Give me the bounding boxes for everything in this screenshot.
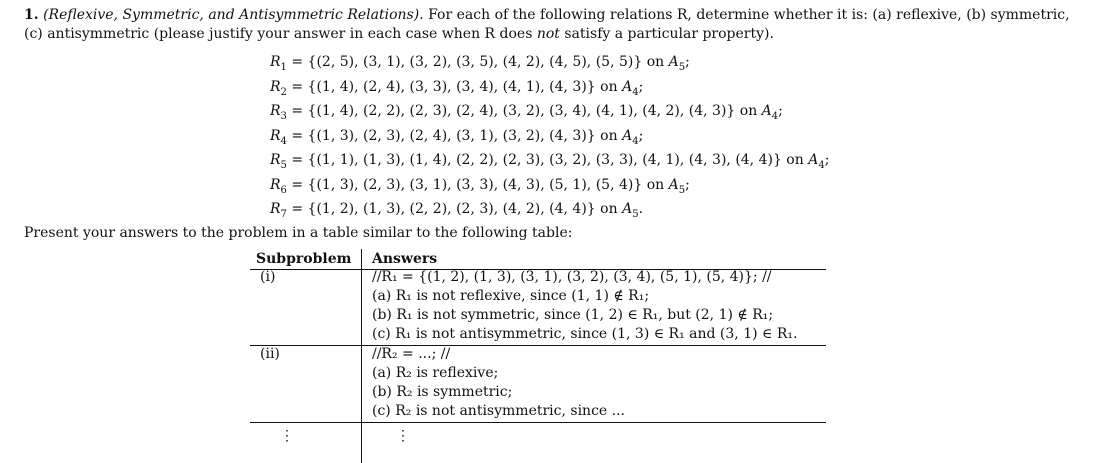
row2-answer-line: //R₂ = ...; // xyxy=(372,346,451,362)
header-answers: Answers xyxy=(372,251,438,267)
row2-answer-line: (a) R₂ is reflexive; xyxy=(372,365,499,381)
relations-list xyxy=(270,51,829,223)
relation-r3: $R_3 = \{(1$, 4), (2, 2), (2, 3), (2, 4), (3, 2), (3, 4), (4, 1), (4, 2), (4, 3)} on $A_4$; xyxy=(270,103,783,122)
row1-subproblem: (i) xyxy=(260,269,276,285)
header-subproblem: Subproblem xyxy=(256,251,352,267)
row1-answer-line: (a) R₁ is not reflexive, since (1, 1) ∉ R₁; xyxy=(372,288,650,304)
relation-r1: $R_1 = \{(2$, 5), (3, 1), (3, 2), (3, 5), (4, 2), (4, 5), (5, 5)} on $A_5$; xyxy=(270,54,690,73)
row2-answer-line: (b) R₂ is symmetric; xyxy=(372,384,513,400)
problem-statement xyxy=(24,6,1084,44)
problem-number: 1. xyxy=(24,7,39,23)
problem-emph-word: not xyxy=(536,26,560,42)
row-rule xyxy=(250,422,826,423)
problem-text-before: For each of the following relations R, determine whether it is: (a) reflexive, (b) symmetric, (c) antisymmetric (please justify your answer in each case when R does xyxy=(24,7,1070,42)
row1-answer-line: (b) R₁ is not symmetric, since (1, 2) ∈ R₁, but (2, 1) ∉ R₁; xyxy=(372,307,774,323)
problem-title: (Reflexive, Symmetric, and Antisymmetric Relations). xyxy=(43,7,424,23)
relation-r2: $R_2 = \{(1$, 4), (2, 4), (3, 3), (3, 4), (4, 1), (4, 3)} on $A_4$; xyxy=(270,78,644,98)
row1-answer-line: //R₁ = {(1, 2), (1, 3), (3, 1), (3, 2), (3, 4), (5, 1), (5, 4)}; // xyxy=(372,269,772,285)
answer-table xyxy=(250,249,826,463)
relation-r6: $R_6 = \{(1$, 3), (2, 3), (3, 1), (3, 3), (4, 3), (5, 1), (5, 4)} on $A_5$; xyxy=(270,176,690,196)
row-rule xyxy=(250,345,826,346)
problem-text-after: satisfy a particular property). xyxy=(564,26,774,42)
row1-answer-line: (c) R₁ is not antisymmetric, since (1, 3) ∈ R₁ and (3, 1) ∈ R₁. xyxy=(372,326,798,342)
relation-r7: $R_7 = \{(1$, 2), (1, 3), (2, 2), (2, 3), (4, 2), (4, 4)} on $A_5$. xyxy=(270,201,644,220)
column-divider xyxy=(361,249,362,463)
relation-r4: $R_4 = \{(1$, 3), (2, 3), (2, 4), (3, 1), (3, 2), (4, 3)} on $A_4$; xyxy=(270,127,644,147)
row2-answer-line: (c) R₂ is not antisymmetric, since ... xyxy=(372,403,625,419)
continuation-dots-answers: ⋮ xyxy=(396,428,410,444)
continuation-dots-subproblem: ⋮ xyxy=(280,428,294,444)
row2-subproblem: (ii) xyxy=(260,346,280,362)
instruction-text: Present your answers to the problem in a table similar to the following table: xyxy=(24,225,573,241)
relation-r5: $R_5 = \{(1$, 1), (1, 3), (1, 4), (2, 2), (2, 3), (3, 2), (3, 3), (4, 1), (4, 3), (4, 4)} on $A_4$; xyxy=(270,152,830,171)
